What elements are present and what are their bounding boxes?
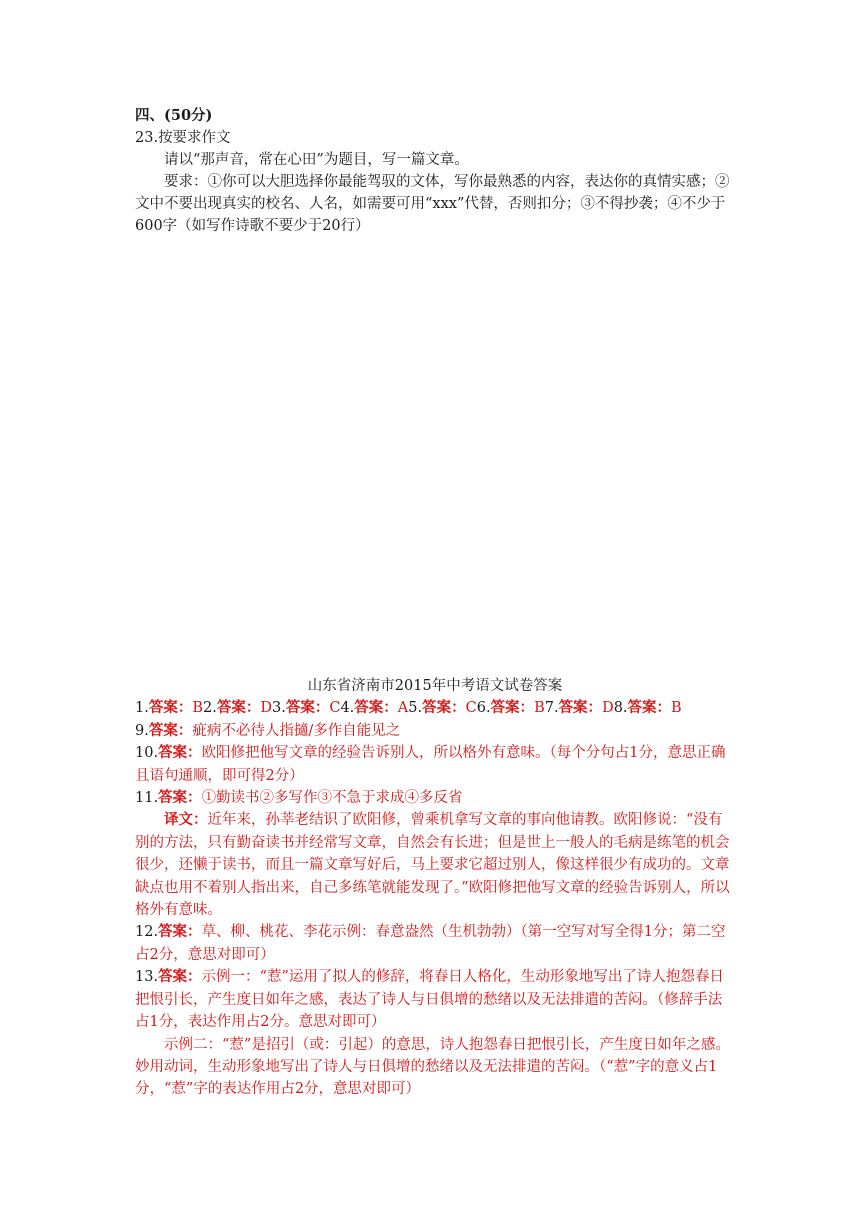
- question-number: 23.: [135, 130, 159, 146]
- answer-item: 3.答案：C: [271, 699, 341, 717]
- answer-9: 9.答案：疵病不必待人指擿/多作自能见之: [135, 721, 401, 739]
- answer-key-title: 山东省济南市2015年中考语文试卷答案: [307, 678, 563, 694]
- answer-13-example-2: 示例二：“惹”是招引（或：引起）的意思，诗人抱怨春日把恨引长，产生度日如年之感。妙用动词，生动形象地写出了诗人与日俱增的愁绪以及无法排遣的苦闷。（“惹”字的意义占1分，“惹”字的表达作用占2分，意思对即可）: [135, 1036, 730, 1098]
- answers-1-8: [135, 697, 735, 719]
- answer-item: 6.答案：B: [476, 699, 545, 717]
- answer-10: 10.答案：欧阳修把他写文章的经验告诉别人，所以格外有意味。（每个分句占1分，意思正确且语句通顺，即可得2分）: [135, 744, 726, 784]
- answer-item: 2.答案：D: [203, 699, 272, 717]
- essay-prompt: 请以“那声音，常在心田”为题目，写一篇文章。: [164, 152, 469, 168]
- essay-section: [135, 105, 735, 237]
- answer-12: 12.答案：草、柳、桃花、李花示例：春意盎然（生机勃勃）（第一空写对写全得1分；第二空占2分，意思对即可）: [135, 923, 726, 963]
- answer-key: [135, 675, 735, 1101]
- answer-item: 5.答案：C: [408, 699, 477, 717]
- answer-item: 4.答案：A: [340, 699, 409, 717]
- answer-item: 1.答案：B: [135, 699, 203, 717]
- section-heading: 四、(50分): [135, 107, 213, 124]
- question-text: 按要求作文: [158, 130, 231, 146]
- answer-11: 11.答案：①勤读书②多写作③不急于求成④多反省: [135, 789, 463, 807]
- translation: 译文：近年来，孙莘老结识了欧阳修，曾乘机拿写文章的事向他请教。欧阳修说：“没有别的方法，只有勤奋读书并经常写文章，自然会有长进；但是世上一般人的毛病是练笔的机会很少，还懒于读书，而且一篇文章写好后，马上要求它超过别人，像这样很少有成功的。文章缺点也用不着别人指出来，自己多练笔就能发现了。”欧阳修把他写文章的经验告诉别人，所以格外有意味。: [135, 811, 730, 919]
- question-23: [135, 127, 735, 149]
- answer-item: 7.答案：D: [544, 699, 614, 717]
- answer-13: 13.答案：示例一：“惹”运用了拟人的修辞，将春日人格化，生动形象地写出了诗人抱怨春日把恨引长，产生度日如年之感，表达了诗人与日俱增的愁绪以及无法排遣的苦闷。（修辞手法占1分，表达作用占2分。意思对即可）: [135, 968, 724, 1031]
- answer-item: 8.答案：B: [613, 699, 682, 717]
- essay-requirements: 要求：①你可以大胆选择你最能驾驭的文体，写你最熟悉的内容，表达你的真情实感；②文中不要出现真实的校名、人名，如需要可用“xxx”代替，否则扣分；③不得抄袭；④不少于600字（如写作诗歌不要少于20行）: [135, 174, 730, 234]
